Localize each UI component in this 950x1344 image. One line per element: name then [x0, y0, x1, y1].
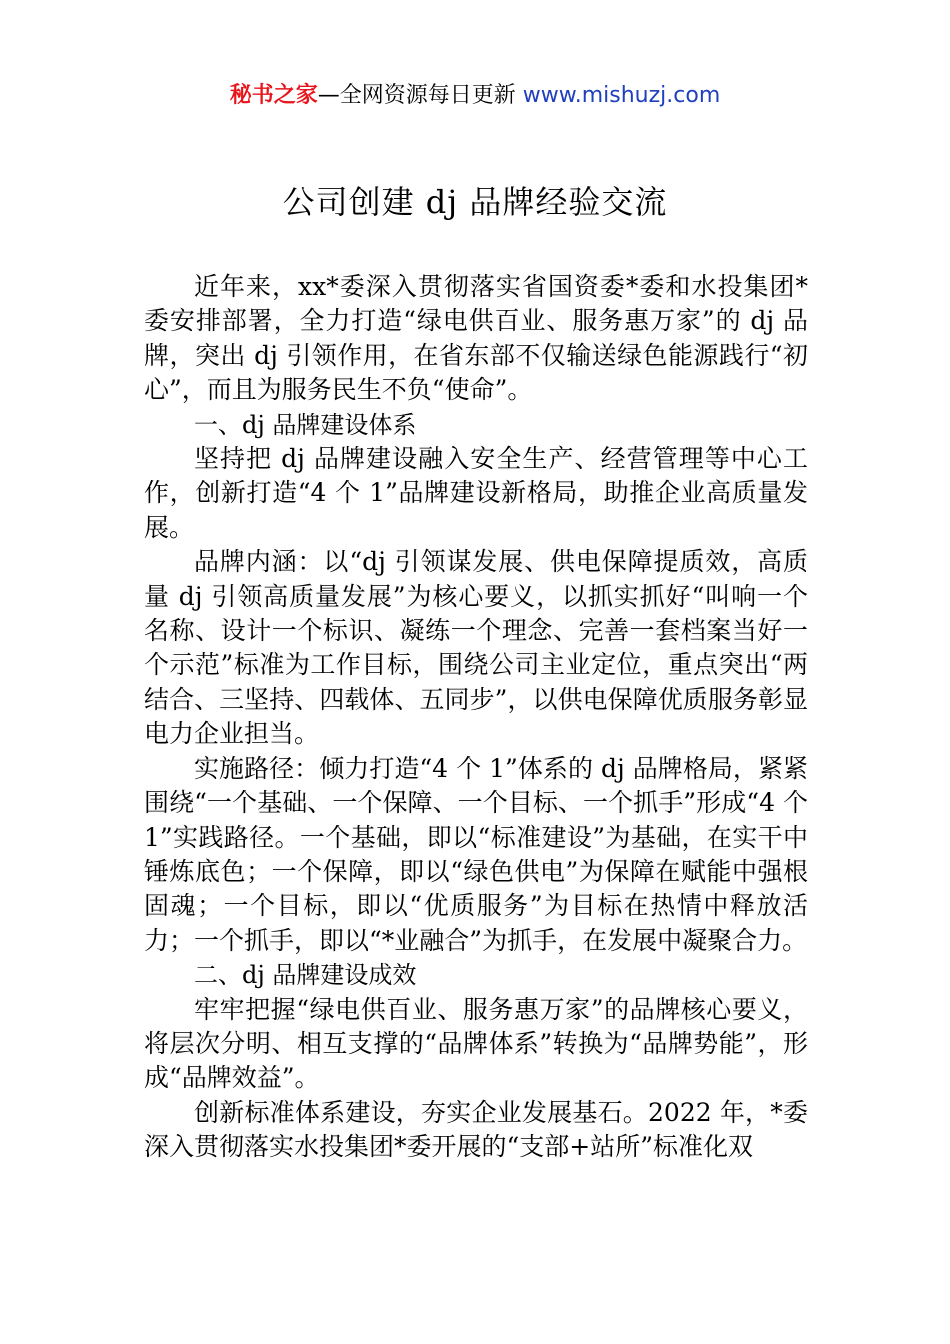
site-url-link[interactable]: www.mishuzj.com — [522, 83, 721, 108]
section-heading-2: 二、dj 品牌建设成效 — [194, 961, 417, 990]
paragraph-results: 牢牢把握“绿电供百业、服务惠万家”的品牌核心要义，将层次分明、相互支撑的“品牌体系”转换为“品牌势能”，形成“品牌效益”。 — [144, 994, 808, 1093]
paragraph-system: 坚持把 dj 品牌建设融入安全生产、经营管理等中心工作，创新打造“4 个 1”品牌建设新格局，助推企业高质量发展。 — [144, 444, 808, 542]
document-body — [144, 270, 808, 1165]
paragraph-connotation: 品牌内涵：以“dj 引领谋发展、供电保障提质效，高质量 dj 引领高质量发展”为核心要义，以抓实抓好“叫响一个名称、设计一个标识、凝练一个理念、完善一套档案当好一个示范”标准为工作目标，围绕公司主业定位，重点突出“两结合、三坚持、四载体、五同步”，以供电保障优质服务彰显电力企业担当。 — [144, 547, 808, 749]
site-header — [0, 80, 950, 112]
site-tagline: —全网资源每日更新 — [317, 83, 523, 108]
site-brand[interactable]: 秘书之家 — [229, 83, 318, 108]
paragraph-intro: 近年来，xx*委深入贯彻落实省国资委*委和水投集团*委安排部署，全力打造“绿电供百业、服务惠万家”的 dj 品牌，突出 dj 引领作用，在省东部不仅输送绿色能源践行“初心”，而且为服务民生不负“使命”。 — [144, 272, 808, 405]
section-heading-1: 一、dj 品牌建设体系 — [194, 410, 417, 439]
paragraph-standards: 创新标准体系建设，夯实企业发展基石。2022 年，*委深入贯彻落实水投集团*委开展的“支部+站所”标准化双 — [144, 1097, 808, 1162]
document-title: 公司创建 dj 品牌经验交流 — [282, 183, 668, 221]
paragraph-path: 实施路径：倾力打造“4 个 1”体系的 dj 品牌格局，紧紧围绕“一个基础、一个保障、一个目标、一个抓手”形成“4 个 1”实践路径。一个基础，即以“标准建设”为基础，在实干中锤炼底色；一个保障，即以“绿色供电”为保障在赋能中强根固魂；一个目标，即以“优质服务”为目标在热情中释放活力；一个抓手，即以“*业融合”为抓手，在发展中凝聚合力。 — [144, 753, 808, 955]
